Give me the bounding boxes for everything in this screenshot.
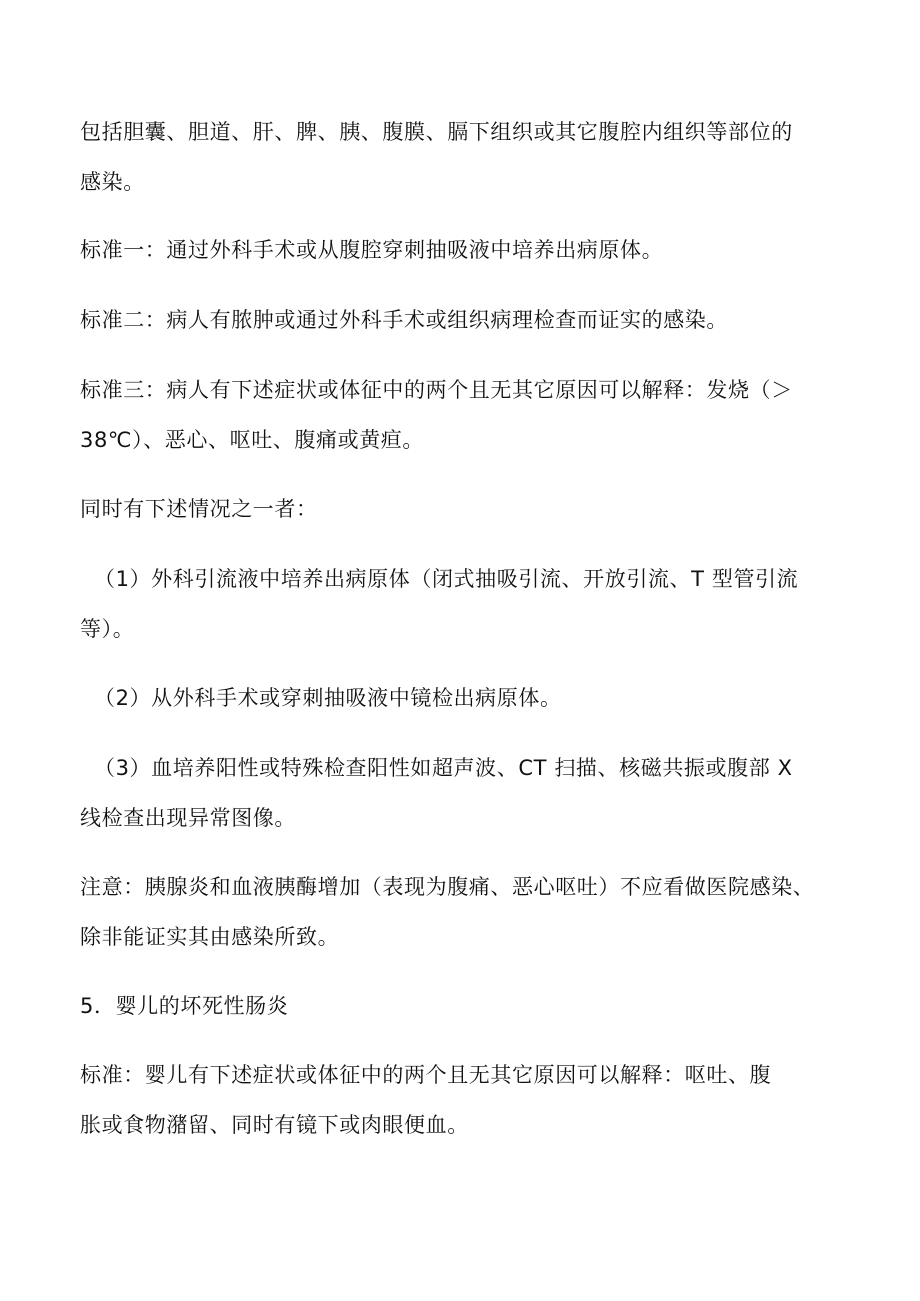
criterion-2: 标准二：病人有脓肿或通过外科手术或组织病理检查而证实的感染。: [80, 308, 728, 332]
note-line-2: 除非能证实其由感染所致。: [80, 925, 340, 949]
condition-3-line-2: 线检查出现异常图像。: [80, 806, 296, 830]
paragraph-intro-line-1: 包括胆囊、胆道、肝、脾、胰、腹膜、膈下组织或其它腹腔内组织等部位的: [80, 120, 793, 144]
condition-2: （2）从外科手术或穿刺抽吸液中镜检出病原体。: [94, 686, 562, 710]
note-line-1: 注意：胰腺炎和血液胰酶增加（表现为腹痛、恶心呕吐）不应看做医院感染、: [80, 875, 815, 899]
section-heading: 5．婴儿的坏死性肠炎: [80, 994, 289, 1018]
infant-criterion-line-1: 标准：婴儿有下述症状或体征中的两个且无其它原因可以解释：呕吐、腹: [80, 1063, 772, 1087]
criterion-3-line-1: 标准三：病人有下述症状或体征中的两个且无其它原因可以解释：发烧（＞: [80, 378, 793, 402]
infant-criterion-line-2: 胀或食物潴留、同时有镜下或肉眼便血。: [80, 1113, 469, 1137]
condition-intro: 同时有下述情况之一者：: [80, 497, 318, 521]
paragraph-intro-line-2: 感染。: [80, 170, 145, 194]
condition-1-line-1: （1）外科引流液中培养出病原体（闭式抽吸引流、开放引流、T 型管引流: [94, 567, 799, 591]
condition-3-line-1: （3）血培养阳性或特殊检查阳性如超声波、CT 扫描、核磁共振或腹部 X: [94, 756, 793, 780]
criterion-1: 标准一：通过外科手术或从腹腔穿刺抽吸液中培养出病原体。: [80, 238, 664, 262]
condition-1-line-2: 等）。: [80, 617, 135, 641]
criterion-3-line-2: 38℃）、恶心、呕吐、腹痛或黄疸。: [80, 428, 425, 452]
